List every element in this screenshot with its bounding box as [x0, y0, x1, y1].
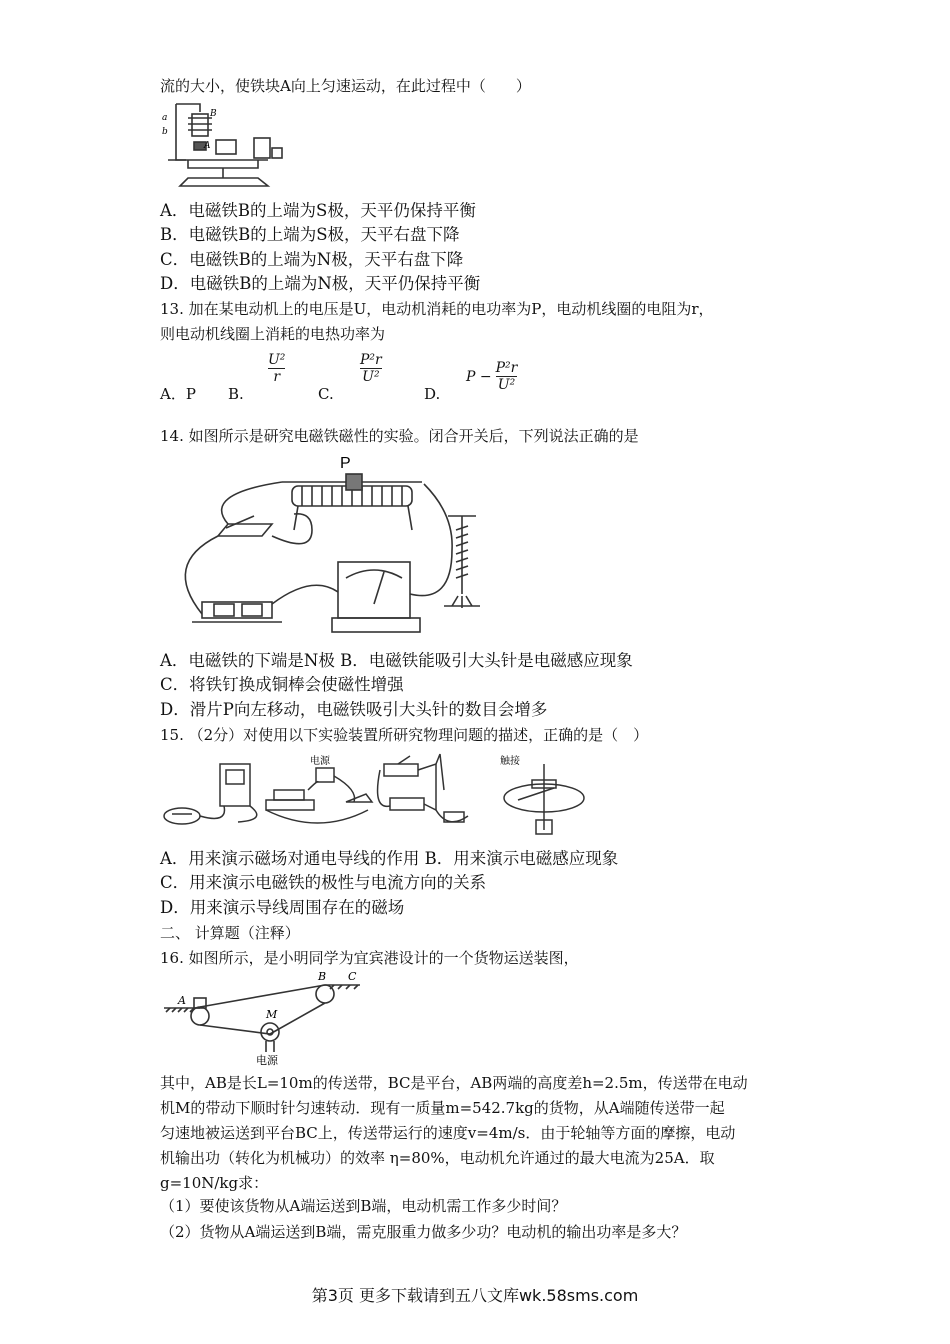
q14-label-p: P — [340, 455, 351, 472]
q13-formula-d-den: U² — [497, 377, 516, 393]
q13-formula-b-num: U² — [268, 352, 286, 368]
q16-body-line5: g=10N/kg求： — [160, 1174, 269, 1192]
q13-option-a: A．P — [160, 385, 196, 403]
q13-formula-c-den: U² — [362, 369, 380, 385]
q13-stem-line1: 13. 加在某电动机上的电压是U，电动机消耗的电功率为P，电动机线圈的电阻为r， — [160, 300, 714, 318]
q16-label-m: M — [266, 1008, 278, 1021]
q13-formula-b-den: r — [273, 369, 281, 385]
q16-conveyor-figure — [160, 972, 370, 1066]
section-2-heading: 二、 计算题（注释） — [160, 924, 300, 942]
q14-circuit-figure — [162, 454, 502, 640]
q13-formula-d-num: P²r — [495, 360, 518, 376]
q16-sub-2: （2）货物从A端运送到B端，需克服重力做多少功？电动机的输出功率是多大？ — [160, 1223, 687, 1241]
q12-balance-figure — [158, 98, 298, 188]
q12-label-a: a — [162, 113, 168, 123]
q15-apparatus-figure — [158, 750, 588, 838]
q15-option-d: D．用来演示导线周围存在的磁场 — [160, 898, 405, 917]
q16-body-line2: 机M的带动下顺时针匀速转动．现有一质量m=542.7kg的货物，从A端随传送带一起 — [160, 1099, 725, 1117]
q16-body-line4: 机输出功（转化为机械功）的效率 η=80%，电动机允许通过的最大电流为25A．取 — [160, 1149, 715, 1167]
q13-formula-d — [466, 360, 517, 393]
q12-label-b: b — [162, 127, 168, 137]
q13-option-c-label: C. — [318, 385, 334, 403]
q15-label-touch: 触接 — [500, 756, 520, 767]
q15-option-c: C．用来演示电磁铁的极性与电流方向的关系 — [160, 873, 487, 892]
q15-option-ab: A．用来演示磁场对通电导线的作用 B．用来演示电磁感应现象 — [160, 849, 619, 868]
q14-stem: 14. 如图所示是研究电磁铁磁性的实验。闭合开关后，下列说法正确的是 — [160, 427, 639, 445]
q12-option-d: D．电磁铁B的上端为N极，天平仍保持平衡 — [160, 274, 481, 293]
q14-option-ab: A．电磁铁的下端是N极 B．电磁铁能吸引大头针是电磁感应现象 — [160, 651, 633, 670]
q16-label-a: A — [178, 994, 186, 1007]
q16-body-line3: 匀速地被运送到平台BC上，传送带运行的速度v=4m/s．由于轮轴等方面的摩擦，电动 — [160, 1124, 736, 1142]
q14-option-d: D．滑片P向左移动，电磁铁吸引大头针的数目会增多 — [160, 700, 548, 719]
q12-option-c: C．电磁铁B的上端为N极，天平右盘下降 — [160, 250, 464, 269]
q13-formula-c — [360, 352, 382, 385]
q13-option-d-label: D. — [424, 385, 441, 403]
q16-stem: 16. 如图所示，是小明同学为宜宾港设计的一个货物运送装图， — [160, 949, 579, 967]
q12-option-a: A．电磁铁B的上端为S极，天平仍保持平衡 — [160, 201, 476, 220]
q13-formula-b — [268, 352, 285, 385]
q13-option-b-label: B. — [228, 385, 244, 403]
q15-stem: 15. （2分）对使用以下实验装置所研究物理问题的描述，正确的是（ ） — [160, 726, 649, 744]
q16-body-line1: 其中，AB是长L=10m的传送带，BC是平台，AB两端的高度差h=2.5m，传送带在电动 — [160, 1074, 748, 1092]
q13-formula-c-num: P²r — [360, 352, 382, 368]
q12-label-B: B — [210, 109, 217, 119]
page-footer: 第3页 更多下载请到五八文库wk.58sms.com — [311, 1286, 639, 1305]
q12-stem-tail: 流的大小，使铁块A向上匀速运动，在此过程中（ ） — [160, 77, 531, 95]
q16-label-power: 电源 — [256, 1054, 278, 1066]
q15-label-power: 电源 — [310, 756, 330, 767]
q16-label-c: C — [348, 972, 357, 983]
q12-option-b: B．电磁铁B的上端为S极，天平右盘下降 — [160, 225, 460, 244]
q14-option-c: C．将铁钉换成铜棒会使磁性增强 — [160, 675, 404, 694]
q13-formula-d-prefix: P − — [466, 368, 492, 385]
q13-stem-line2: 则电动机线圈上消耗的电热功率为 — [160, 325, 386, 343]
q16-sub-1: （1）要使该货物从A端运送到B端，电动机需工作多少时间？ — [160, 1197, 567, 1215]
q12-label-A: A — [204, 141, 211, 151]
q16-label-b: B — [318, 972, 327, 983]
